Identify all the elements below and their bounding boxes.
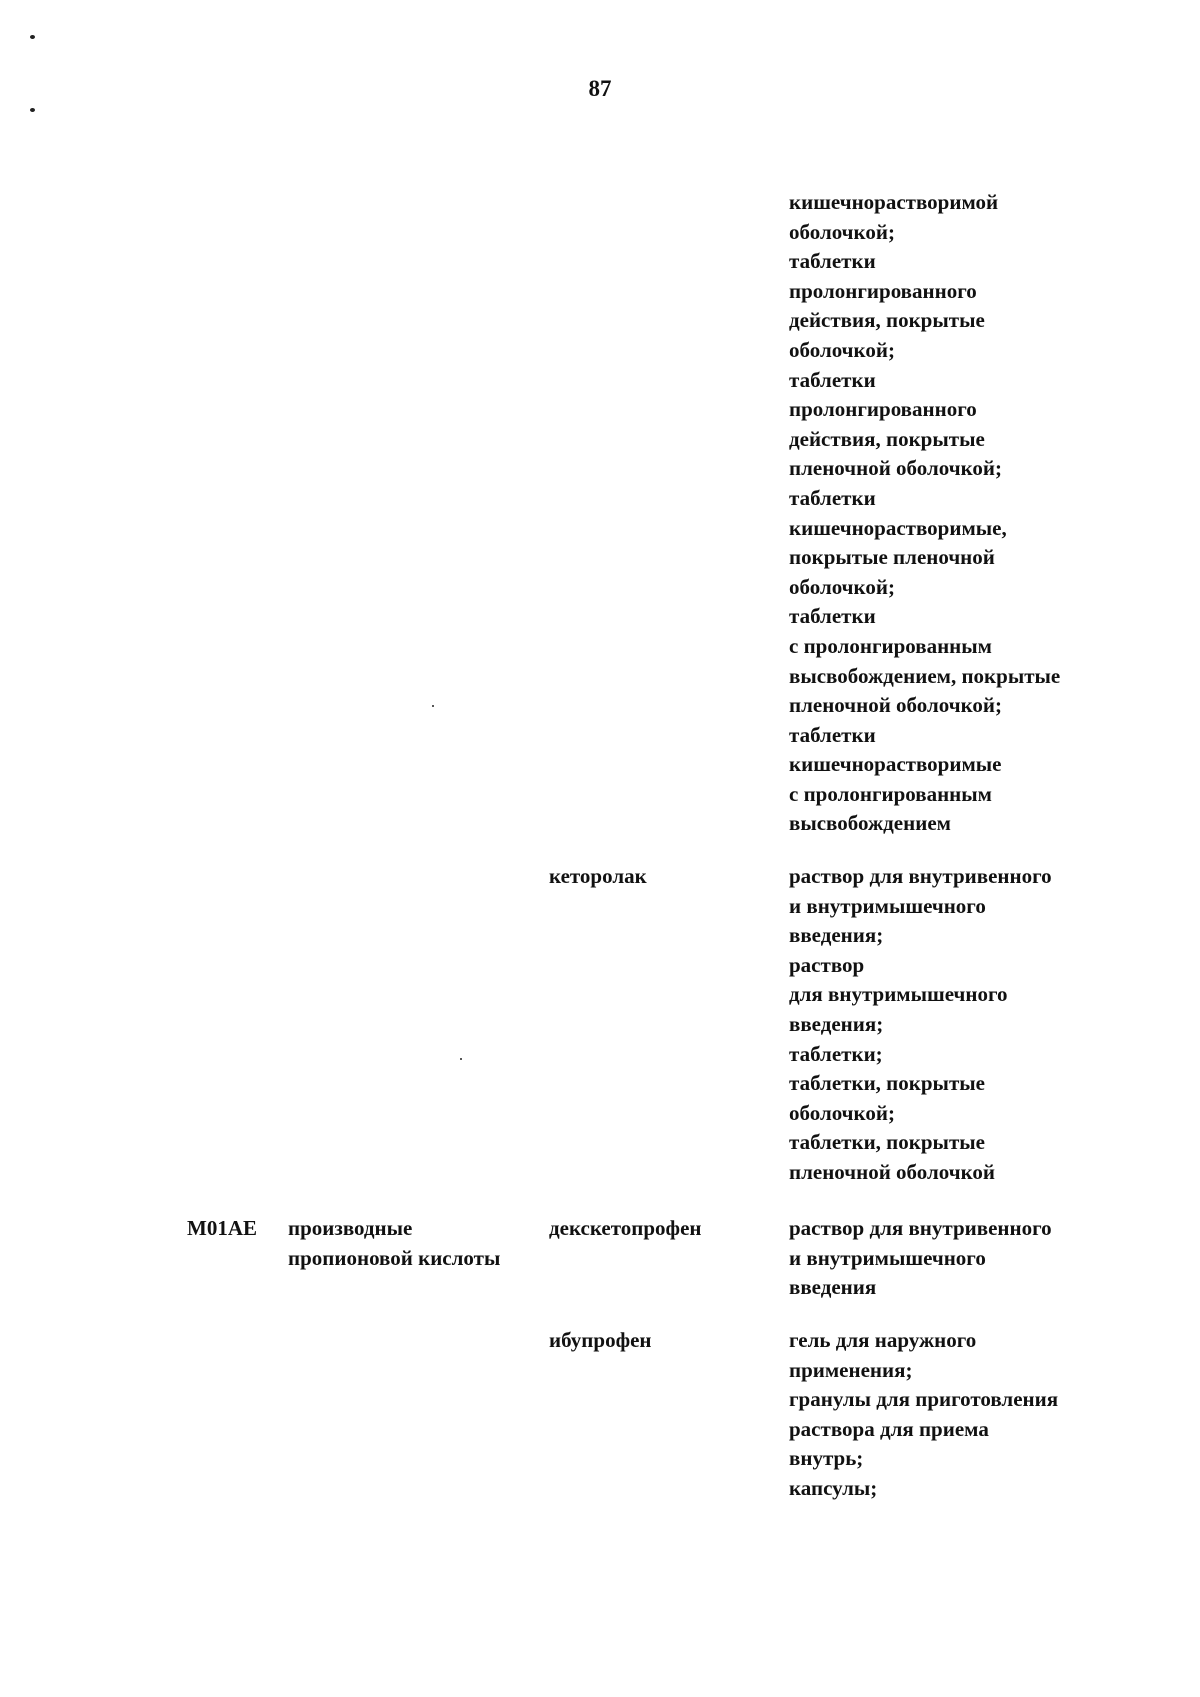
dosage-form: введения; — [789, 923, 884, 948]
dosage-form: оболочкой; — [789, 337, 895, 362]
scan-speck — [30, 35, 35, 39]
dosage-form: пленочной оболочкой; — [789, 456, 1002, 481]
dosage-forms-cell — [789, 1214, 1109, 1303]
dosage-form: таблетки — [789, 604, 876, 629]
dosage-form: раствор для внутривенного — [789, 1216, 1052, 1240]
dosage-form: таблетки; — [789, 1041, 883, 1066]
dosage-form: таблетки, покрытые — [789, 1071, 985, 1096]
dosage-form: раствор — [789, 952, 865, 977]
dosage-form: внутрь; — [789, 1446, 864, 1471]
dosage-form: применения; — [789, 1357, 913, 1382]
page-number: 87 — [588, 76, 612, 101]
dosage-form: и внутримышечного — [789, 1245, 986, 1270]
dosage-form: с пролонгированным — [789, 633, 992, 658]
dosage-form: кишечнорастворимые, — [789, 515, 1007, 540]
dosage-form: пролонгированного — [789, 397, 977, 422]
dosage-form: пролонгированного — [789, 278, 977, 303]
dosage-form: действия, покрытые — [789, 308, 985, 333]
scan-speck — [432, 705, 434, 707]
scan-speck — [30, 108, 35, 112]
dosage-form: таблетки — [789, 367, 876, 392]
dosage-form: высвобождением — [789, 811, 951, 836]
dosage-forms-cell — [789, 862, 1109, 1188]
dosage-form: оболочкой; — [789, 1100, 895, 1125]
dosage-form: оболочкой; — [789, 219, 895, 244]
dosage-form: капсулы; — [789, 1475, 878, 1500]
dosage-form: таблетки — [789, 485, 876, 510]
dosage-form: оболочкой; — [789, 574, 895, 599]
dosage-form: таблетки — [789, 249, 876, 274]
dosage-form: высвобождением, покрытые — [789, 663, 1061, 688]
atc-group-name: производные пропионовой кислоты — [288, 1216, 501, 1270]
dosage-form: кишечнорастворимые — [789, 752, 1002, 777]
dosage-forms-cell — [789, 1326, 1109, 1504]
scan-speck — [460, 1058, 462, 1060]
dosage-form: покрытые пленочной — [789, 545, 995, 570]
dosage-form: кишечнорастворимой — [789, 190, 999, 214]
dosage-form: раствор для внутривенного — [789, 864, 1052, 888]
dosage-form: гранулы для приготовления — [789, 1387, 1059, 1412]
drug-name: ибупрофен — [549, 1328, 652, 1352]
dosage-form: таблетки, покрытые — [789, 1130, 985, 1155]
dosage-form: раствора для приема — [789, 1416, 989, 1441]
dosage-forms-cell — [789, 188, 1109, 839]
dosage-form: таблетки — [789, 722, 876, 747]
atc-code: M01AE — [187, 1216, 257, 1240]
dosage-form: действия, покрытые — [789, 426, 985, 451]
dosage-form: введения — [789, 1275, 877, 1300]
dosage-form: введения; — [789, 1011, 884, 1036]
dosage-form: пленочной оболочкой; — [789, 693, 1002, 718]
dosage-form: и внутримышечного — [789, 893, 986, 918]
dosage-form: для внутримышечного — [789, 982, 1008, 1007]
dosage-form: с пролонгированным — [789, 781, 992, 806]
drug-name: декскетопрофен — [549, 1216, 702, 1240]
drug-name: кеторолак — [549, 864, 647, 888]
dosage-form: пленочной оболочкой — [789, 1159, 996, 1184]
dosage-form: гель для наружного — [789, 1328, 977, 1352]
